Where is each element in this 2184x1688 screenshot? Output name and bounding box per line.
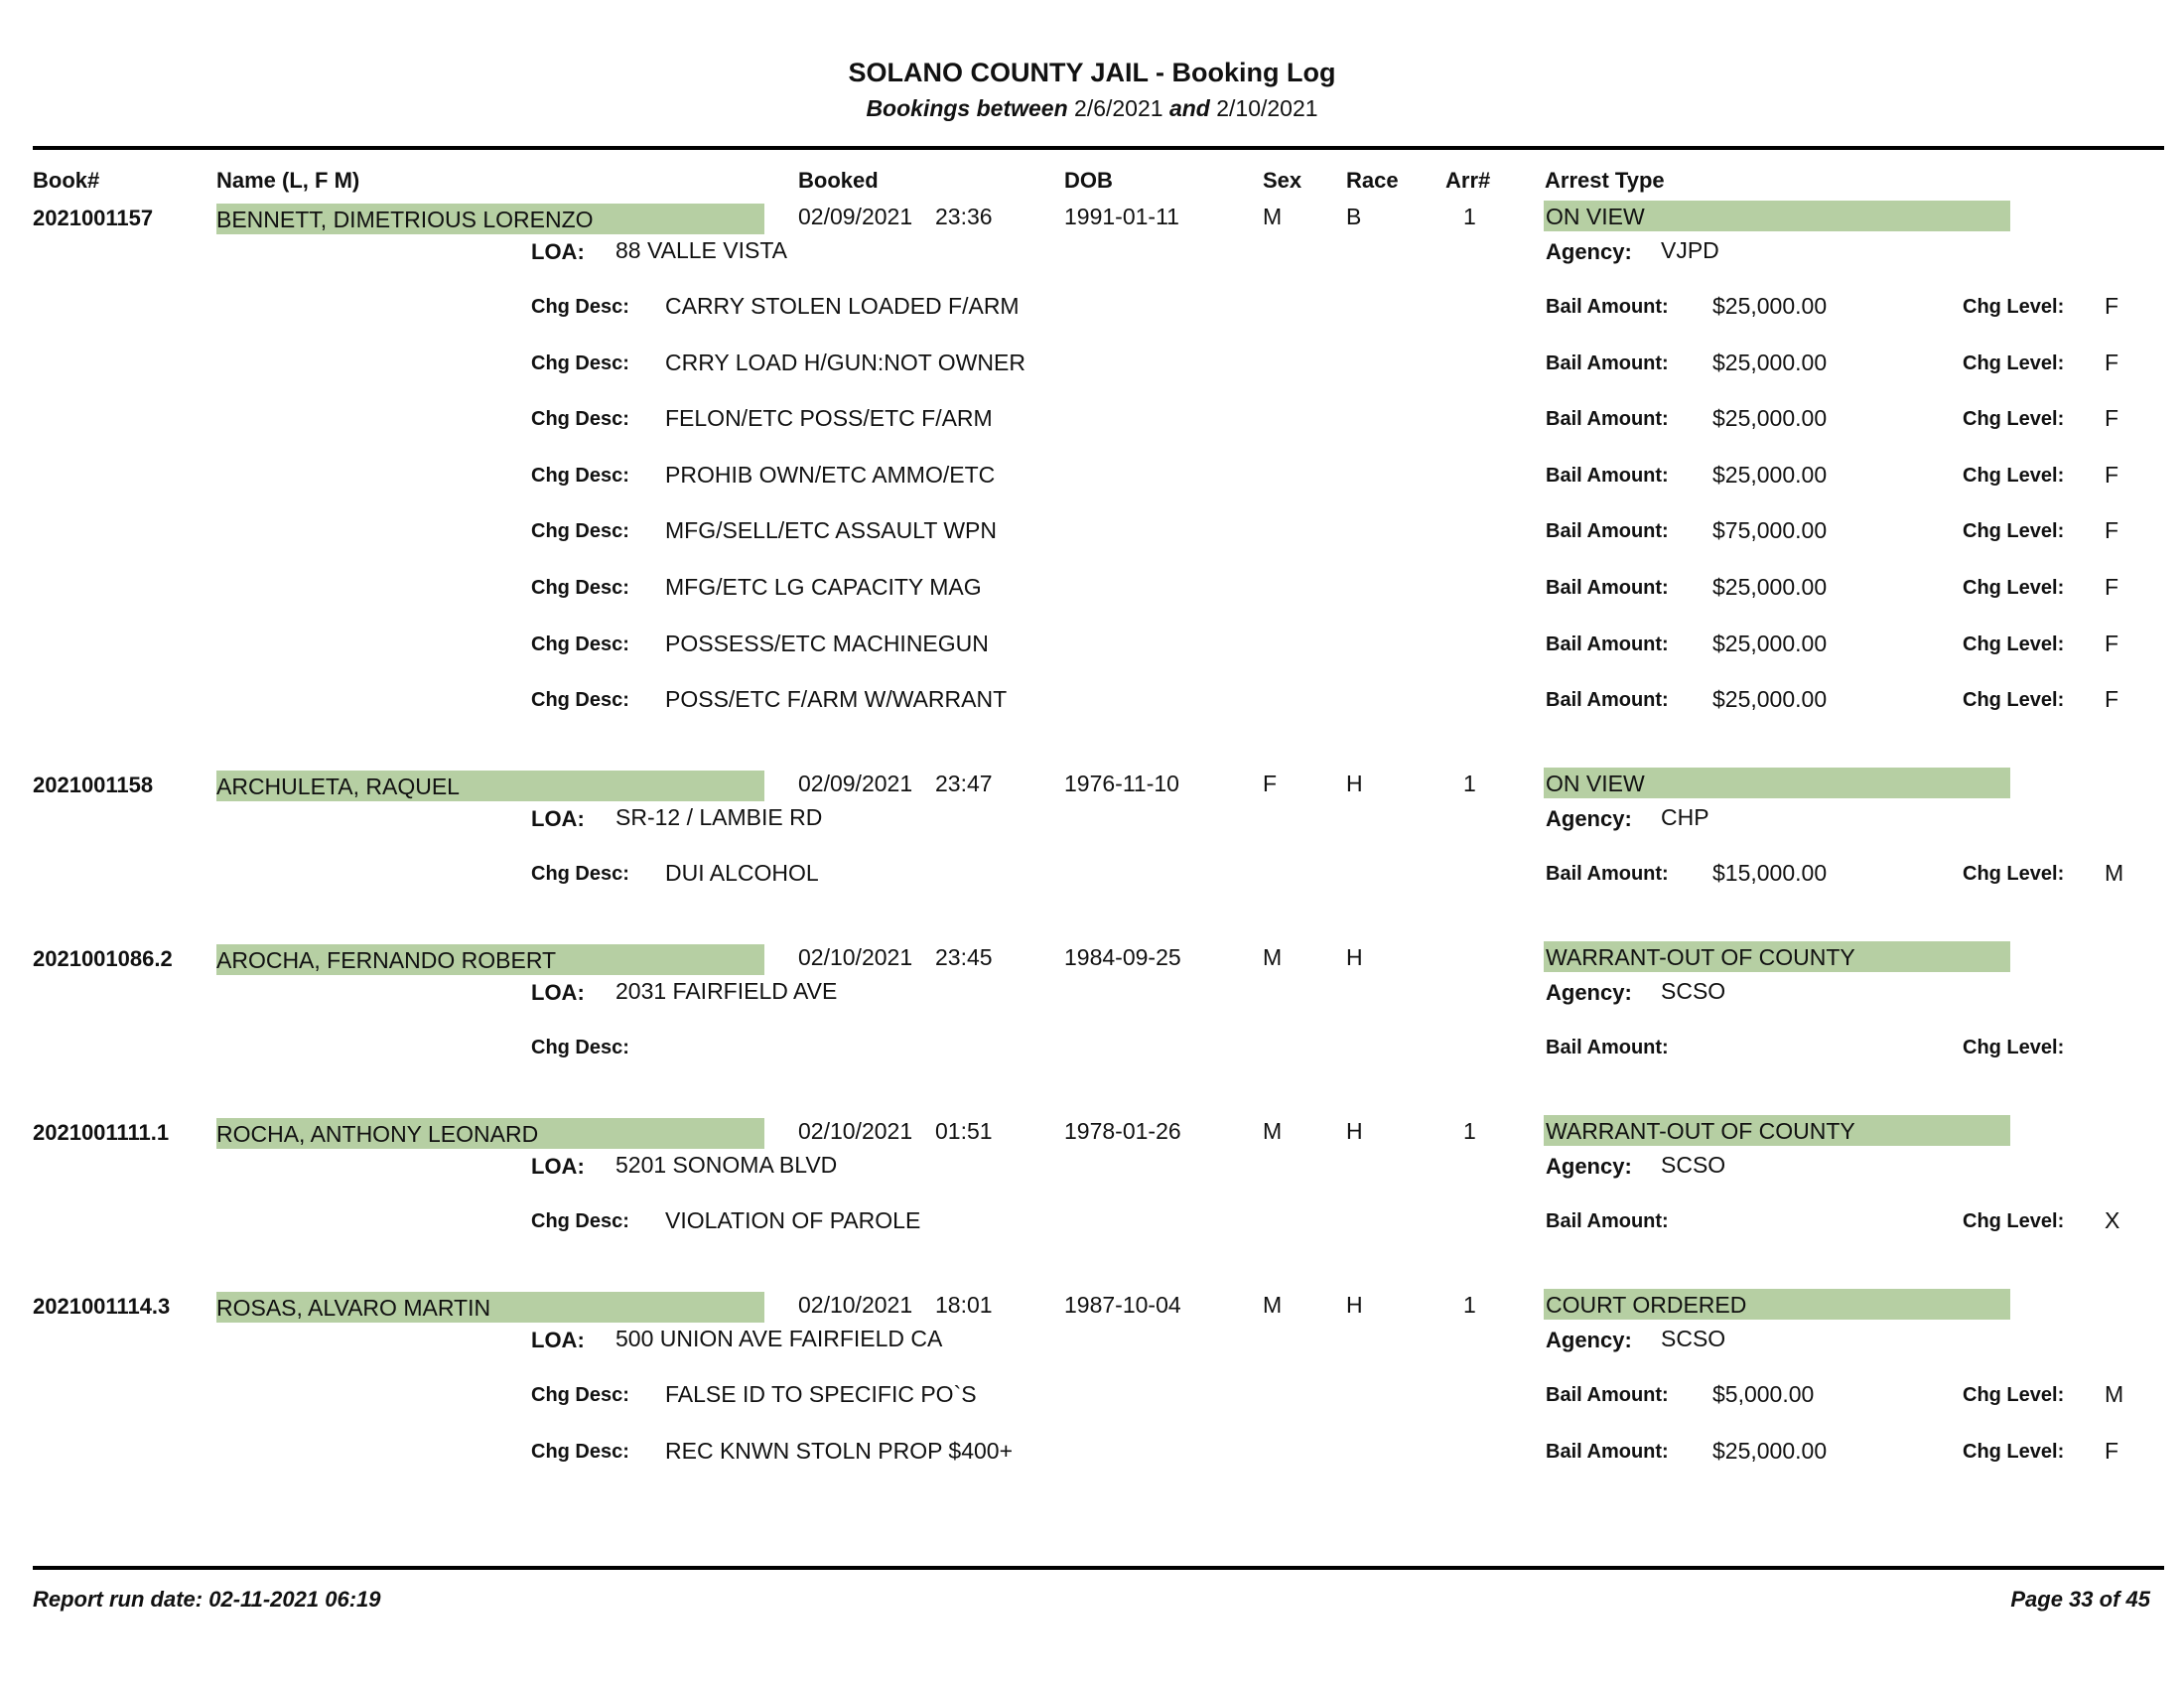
- chg-desc-label: Chg Desc:: [531, 633, 629, 655]
- book-number: 2021001114.3: [33, 1294, 171, 1319]
- chg-desc-label: Chg Desc:: [531, 296, 629, 318]
- booked-date: 02/10/2021: [798, 1292, 913, 1318]
- chg-level-label: Chg Level:: [1963, 408, 2065, 431]
- chg-level-label: Chg Level:: [1963, 689, 2065, 712]
- arrest-type: WARRANT-OUT OF COUNTY: [1546, 944, 1855, 970]
- chg-desc-value: FALSE ID TO SPECIFIC PO`S: [665, 1381, 977, 1407]
- race: H: [1346, 1118, 1363, 1144]
- bail-amount-value: $25,000.00: [1712, 349, 1828, 375]
- agency-value: SCSO: [1661, 978, 1726, 1004]
- chg-desc-label: Chg Desc:: [531, 577, 629, 599]
- chg-desc-label: Chg Desc:: [531, 689, 629, 712]
- column-header-book: Book#: [33, 168, 100, 193]
- chg-desc-label: Chg Desc:: [531, 520, 629, 543]
- chg-desc-label: Chg Desc:: [531, 863, 629, 885]
- dob: 1991-01-11: [1064, 204, 1179, 229]
- chg-desc-label: Chg Desc:: [531, 1440, 629, 1463]
- chg-desc-label: Chg Desc:: [531, 1210, 629, 1232]
- agency-value: SCSO: [1661, 1152, 1726, 1178]
- chg-desc-value: DUI ALCOHOL: [665, 860, 819, 886]
- loa-value: 88 VALLE VISTA: [615, 237, 788, 263]
- chg-level-label: Chg Level:: [1963, 1210, 2065, 1232]
- chg-desc-value: MFG/SELL/ETC ASSAULT WPN: [665, 517, 998, 544]
- arrest-type: COURT ORDERED: [1546, 1292, 1747, 1318]
- column-header-booked: Booked: [798, 168, 879, 193]
- chg-desc-value: FELON/ETC POSS/ETC F/ARM: [665, 405, 993, 432]
- bail-amount-label: Bail Amount:: [1546, 1210, 1669, 1232]
- chg-level-value: F: [2105, 1437, 2119, 1464]
- column-header-name: Name (L, F M): [216, 168, 360, 193]
- chg-level-value: F: [2105, 461, 2119, 488]
- chg-desc-label: Chg Desc:: [531, 1384, 629, 1406]
- column-header-sex: Sex: [1263, 168, 1302, 193]
- booked-date: 02/09/2021: [798, 204, 913, 229]
- booked-date: 02/10/2021: [798, 944, 913, 970]
- sex: F: [1263, 771, 1278, 796]
- book-number: 2021001086.2: [33, 946, 173, 971]
- chg-level-value: M: [2105, 860, 2124, 886]
- arrest-number: 1: [1463, 771, 1476, 796]
- booked-date: 02/09/2021: [798, 771, 913, 796]
- bail-amount-label: Bail Amount:: [1546, 520, 1669, 543]
- loa-value: 5201 SONOMA BLVD: [615, 1152, 838, 1178]
- booked-time: 18:01: [935, 1292, 993, 1318]
- subtitle-and: and: [1168, 95, 1210, 121]
- column-header-dob: DOB: [1064, 168, 1113, 193]
- bail-amount-label: Bail Amount:: [1546, 689, 1669, 712]
- chg-desc-value: VIOLATION OF PAROLE: [665, 1207, 921, 1233]
- loa-value: 2031 FAIRFIELD AVE: [615, 978, 838, 1004]
- inmate-name: AROCHA, FERNANDO ROBERT: [216, 947, 557, 973]
- chg-level-label: Chg Level:: [1963, 464, 2065, 487]
- arrest-type: ON VIEW: [1546, 771, 1645, 796]
- chg-level-label: Chg Level:: [1963, 296, 2065, 318]
- bail-amount-value: $25,000.00: [1712, 630, 1828, 656]
- bail-amount-value: $25,000.00: [1712, 686, 1828, 713]
- chg-desc-label: Chg Desc:: [531, 408, 629, 431]
- column-header-race: Race: [1346, 168, 1399, 193]
- chg-desc-label: Chg Desc:: [531, 1037, 629, 1058]
- chg-level-label: Chg Level:: [1963, 1384, 2065, 1406]
- loa-label: LOA:: [531, 980, 585, 1005]
- bail-amount-label: Bail Amount:: [1546, 633, 1669, 655]
- bail-amount-value: $25,000.00: [1712, 293, 1828, 319]
- arrest-type: ON VIEW: [1546, 204, 1645, 229]
- bail-amount-label: Bail Amount:: [1546, 863, 1669, 885]
- race: H: [1346, 771, 1363, 796]
- agency-label: Agency:: [1546, 1328, 1632, 1352]
- chg-desc-value: REC KNWN STOLN PROP $400+: [665, 1437, 1014, 1464]
- arrest-number: 1: [1463, 1118, 1476, 1144]
- loa-label: LOA:: [531, 239, 585, 264]
- page-number: Page 33 of 45: [2010, 1587, 2150, 1612]
- inmate-name: ROSAS, ALVARO MARTIN: [216, 1295, 491, 1321]
- bail-amount-value: $25,000.00: [1712, 1437, 1828, 1464]
- chg-level-value: F: [2105, 630, 2119, 656]
- chg-level-value: F: [2105, 405, 2119, 432]
- bail-amount-value: $75,000.00: [1712, 517, 1828, 544]
- bail-amount-label: Bail Amount:: [1546, 296, 1669, 318]
- loa-value: SR-12 / LAMBIE RD: [615, 804, 823, 830]
- sex: M: [1263, 204, 1283, 229]
- chg-level-value: F: [2105, 349, 2119, 375]
- chg-desc-value: MFG/ETC LG CAPACITY MAG: [665, 574, 982, 600]
- header-divider: [33, 146, 2164, 150]
- dob: 1976-11-10: [1064, 771, 1179, 796]
- chg-level-value: F: [2105, 686, 2119, 713]
- race: H: [1346, 944, 1363, 970]
- bail-amount-label: Bail Amount:: [1546, 408, 1669, 431]
- bail-amount-value: $25,000.00: [1712, 405, 1828, 432]
- book-number: 2021001157: [33, 206, 154, 230]
- booked-date: 02/10/2021: [798, 1118, 913, 1144]
- book-number: 2021001158: [33, 773, 154, 797]
- subtitle-prefix: Bookings between: [866, 95, 1068, 121]
- agency-label: Agency:: [1546, 806, 1632, 831]
- loa-label: LOA:: [531, 1154, 585, 1179]
- dob: 1987-10-04: [1064, 1292, 1181, 1318]
- chg-desc-value: CRRY LOAD H/GUN:NOT OWNER: [665, 349, 1025, 375]
- sex: M: [1263, 944, 1283, 970]
- bail-amount-label: Bail Amount:: [1546, 352, 1669, 374]
- race: B: [1346, 204, 1362, 229]
- sex: M: [1263, 1292, 1283, 1318]
- chg-level-value: F: [2105, 574, 2119, 600]
- chg-desc-value: POSSESS/ETC MACHINEGUN: [665, 630, 989, 656]
- arrest-number: 1: [1463, 204, 1476, 229]
- chg-level-label: Chg Level:: [1963, 863, 2065, 885]
- agency-label: Agency:: [1546, 980, 1632, 1005]
- inmate-name: BENNETT, DIMETRIOUS LORENZO: [216, 207, 594, 232]
- bail-amount-value: $15,000.00: [1712, 860, 1828, 886]
- report-subtitle: [0, 93, 2184, 123]
- agency-value: SCSO: [1661, 1326, 1726, 1351]
- chg-level-label: Chg Level:: [1963, 352, 2065, 374]
- column-header-arr: Arr#: [1445, 168, 1491, 193]
- inmate-name: ROCHA, ANTHONY LEONARD: [216, 1121, 539, 1147]
- agency-value: CHP: [1661, 804, 1709, 830]
- bail-amount-label: Bail Amount:: [1546, 1384, 1669, 1406]
- chg-level-label: Chg Level:: [1963, 1440, 2065, 1463]
- book-number: 2021001111.1: [33, 1120, 170, 1145]
- sex: M: [1263, 1118, 1283, 1144]
- chg-level-value: X: [2105, 1207, 2120, 1233]
- chg-level-label: Chg Level:: [1963, 577, 2065, 599]
- bail-amount-value: $5,000.00: [1712, 1381, 1815, 1407]
- dob: 1984-09-25: [1064, 944, 1181, 970]
- subtitle-start-date: 2/6/2021: [1074, 95, 1163, 121]
- chg-desc-value: POSS/ETC F/ARM W/WARRANT: [665, 686, 1008, 713]
- race: H: [1346, 1292, 1363, 1318]
- bail-amount-label: Bail Amount:: [1546, 577, 1669, 599]
- agency-label: Agency:: [1546, 1154, 1632, 1179]
- booked-time: 23:45: [935, 944, 993, 970]
- loa-label: LOA:: [531, 806, 585, 831]
- inmate-name: ARCHULETA, RAQUEL: [216, 774, 460, 799]
- loa-value: 500 UNION AVE FAIRFIELD CA: [615, 1326, 943, 1351]
- report-run-date: Report run date: 02-11-2021 06:19: [33, 1587, 381, 1612]
- subtitle-end-date: 2/10/2021: [1216, 95, 1318, 121]
- bail-amount-label: Bail Amount:: [1546, 1440, 1669, 1463]
- chg-level-value: M: [2105, 1381, 2124, 1407]
- booked-time: 23:47: [935, 771, 993, 796]
- chg-desc-value: PROHIB OWN/ETC AMMO/ETC: [665, 461, 996, 488]
- chg-level-label: Chg Level:: [1963, 633, 2065, 655]
- arrest-number: 1: [1463, 1292, 1476, 1318]
- booked-time: 23:36: [935, 204, 993, 229]
- chg-level-value: F: [2105, 293, 2119, 319]
- agency-value: VJPD: [1661, 237, 1719, 263]
- loa-label: LOA:: [531, 1328, 585, 1352]
- chg-level-label: Chg Level:: [1963, 520, 2065, 543]
- chg-level-value: F: [2105, 517, 2119, 544]
- column-header-arrest-type: Arrest Type: [1545, 168, 1665, 193]
- agency-label: Agency:: [1546, 239, 1632, 264]
- booked-time: 01:51: [935, 1118, 993, 1144]
- bail-amount-value: $25,000.00: [1712, 574, 1828, 600]
- bail-amount-label: Bail Amount:: [1546, 464, 1669, 487]
- chg-desc-label: Chg Desc:: [531, 352, 629, 374]
- report-title: SOLANO COUNTY JAIL - Booking Log: [848, 58, 1336, 87]
- arrest-type: WARRANT-OUT OF COUNTY: [1546, 1118, 1855, 1144]
- dob: 1978-01-26: [1064, 1118, 1181, 1144]
- bail-amount-label: Bail Amount:: [1546, 1037, 1669, 1058]
- bail-amount-value: $25,000.00: [1712, 461, 1828, 488]
- chg-desc-label: Chg Desc:: [531, 464, 629, 487]
- chg-level-label: Chg Level:: [1963, 1037, 2065, 1058]
- chg-desc-value: CARRY STOLEN LOADED F/ARM: [665, 293, 1020, 319]
- footer-divider: [33, 1566, 2164, 1570]
